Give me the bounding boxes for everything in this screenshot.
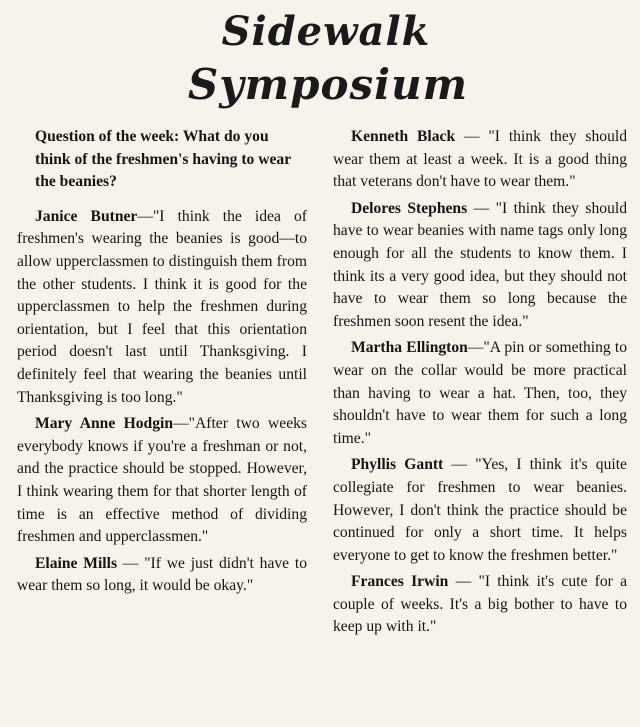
response-text: —"I think the idea of freshmen's wearing the beanies is good—to allow upperclassmen to distinguish them from the other students. I think it is good for the upperclassmen to help the freshmen during orientation, but I feel that this orientation period doesn't last until Thanksgiving. I definitely feel that wearing the beanies until Thanksgiving is too long." (17, 207, 307, 406)
response-text: — "If we just didn't have to wear them so long, it would be okay." (17, 554, 308, 595)
response-text: — "Yes, I think it's quite collegiate for freshmen to wear beanies. However, I don't think the practice should be continued for only a short time. It helps everyone to get to know the freshmen better." (333, 456, 627, 564)
response-text: — "I think they should have to wear beanies with name tags only long enough for all the students to know them. I think its a very good idea, but they should not have to wear them so long because the freshmen soon resent the idea." (333, 199, 627, 330)
respondent-name: Martha Ellington (351, 339, 468, 357)
respondent-name: Frances Irwin (351, 573, 449, 591)
left-column (17, 126, 307, 602)
respondent-name: Elaine Mills (35, 554, 118, 572)
response-entry (333, 454, 627, 567)
response-entry (17, 553, 307, 598)
respondent-name: Delores Stephens (351, 199, 468, 217)
response-text: — "I think they should wear them at least a week. It is a good thing that veterans don't have to wear them." (333, 128, 627, 191)
response-entry (333, 571, 627, 639)
respondent-name: Janice Butner (35, 207, 138, 225)
response-entry (17, 413, 307, 549)
right-column (333, 126, 627, 643)
response-entry (17, 206, 307, 409)
response-text: —"A pin or something to wear on the collar would be more practical than having to wear a hat. Then, too, they shouldn't have to wear them for such a long time." (333, 339, 627, 447)
response-text: —"After two weeks everybody knows if you're a freshman or not, and the practice should be stopped. However, I think wearing them for that shorter length of time is an effective method of dividing freshmen and upperclassmen." (17, 415, 307, 546)
response-entry (333, 126, 627, 194)
question-of-the-week: Question of the week: What do you think of the freshmen's having to wear the beanies? (35, 128, 291, 191)
response-text: — "I think it's cute for a couple of weeks. It's a big bother to have to keep up with it." (333, 573, 627, 636)
respondent-name: Mary Anne Hodgin (35, 415, 174, 433)
response-entry (333, 337, 627, 450)
page-title-line-2: Symposium (187, 60, 469, 109)
respondent-name: Kenneth Black (351, 128, 456, 145)
page-title-line-1: Sidewalk (221, 8, 431, 55)
response-entry (333, 198, 627, 334)
respondent-name: Phyllis Gantt (351, 456, 444, 474)
